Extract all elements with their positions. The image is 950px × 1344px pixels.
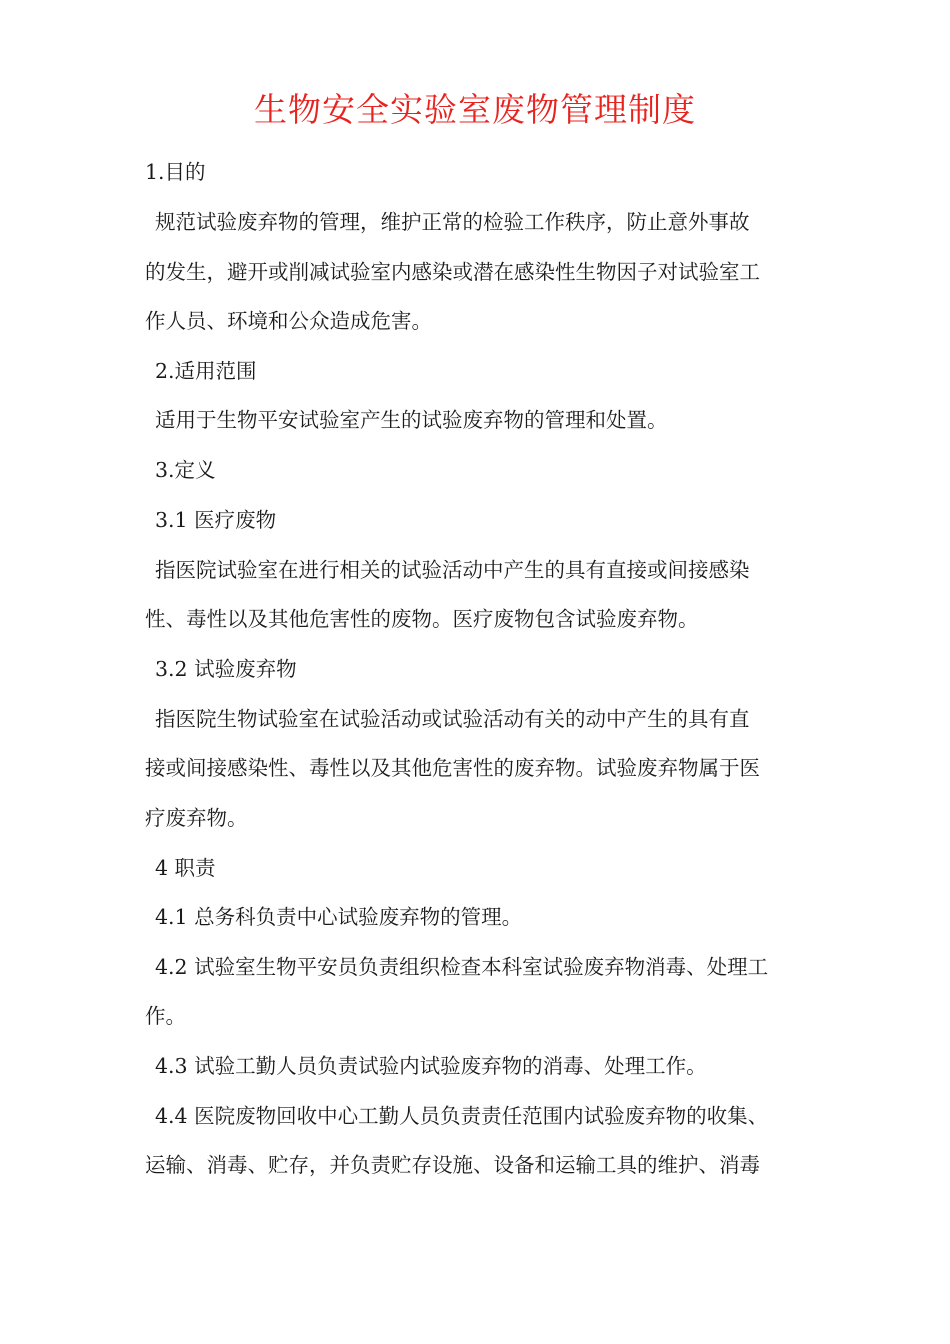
paragraph-line: 运输、消毒、贮存，并负责贮存设施、设备和运输工具的维护、消毒 [145,1153,760,1177]
paragraph-line: 指医院生物试验室在试验活动或试验活动有关的动中产生的具有直 [155,707,750,731]
paragraph-line: 适用于生物平安试验室产生的试验废弃物的管理和处置。 [155,408,668,432]
paragraph-line: 性、毒性以及其他危害性的废物。医疗废物包含试验废弃物。 [145,607,699,631]
paragraph-line: 疗废弃物。 [145,806,248,830]
paragraph-line: 作人员、环境和公众造成危害。 [145,309,432,333]
document-title: 生物安全实验室废物管理制度 [254,90,696,129]
section-heading-scope: 2.适用范围 [155,359,257,383]
section-heading-responsibilities: 4 职责 [155,856,216,880]
list-item: 4.2 试验室生物平安员负责组织检查本科室试验废弃物消毒、处理工 [155,955,769,979]
paragraph-line: 规范试验废弃物的管理，维护正常的检验工作秩序，防止意外事故 [155,210,750,234]
list-item: 4.3 试验工勤人员负责试验内试验废弃物的消毒、处理工作。 [155,1054,707,1078]
subsection-heading-lab-waste: 3.2 试验废弃物 [155,657,297,681]
paragraph-line: 作。 [145,1004,186,1028]
subsection-heading-medical-waste: 3.1 医疗废物 [155,508,277,532]
section-heading-purpose: 1.目的 [145,160,206,184]
paragraph-line: 的发生，避开或削减试验室内感染或潜在感染性生物因子对试验室工 [145,260,760,284]
section-heading-definitions: 3.定义 [155,458,216,482]
paragraph-line: 指医院试验室在进行相关的试验活动中产生的具有直接或间接感染 [155,558,750,582]
list-item: 4.4 医院废物回收中心工勤人员负责责任范围内试验废弃物的收集、 [155,1104,769,1128]
list-item: 4.1 总务科负责中心试验废弃物的管理。 [155,905,523,929]
paragraph-line: 接或间接感染性、毒性以及其他危害性的废弃物。试验废弃物属于医 [145,756,760,780]
